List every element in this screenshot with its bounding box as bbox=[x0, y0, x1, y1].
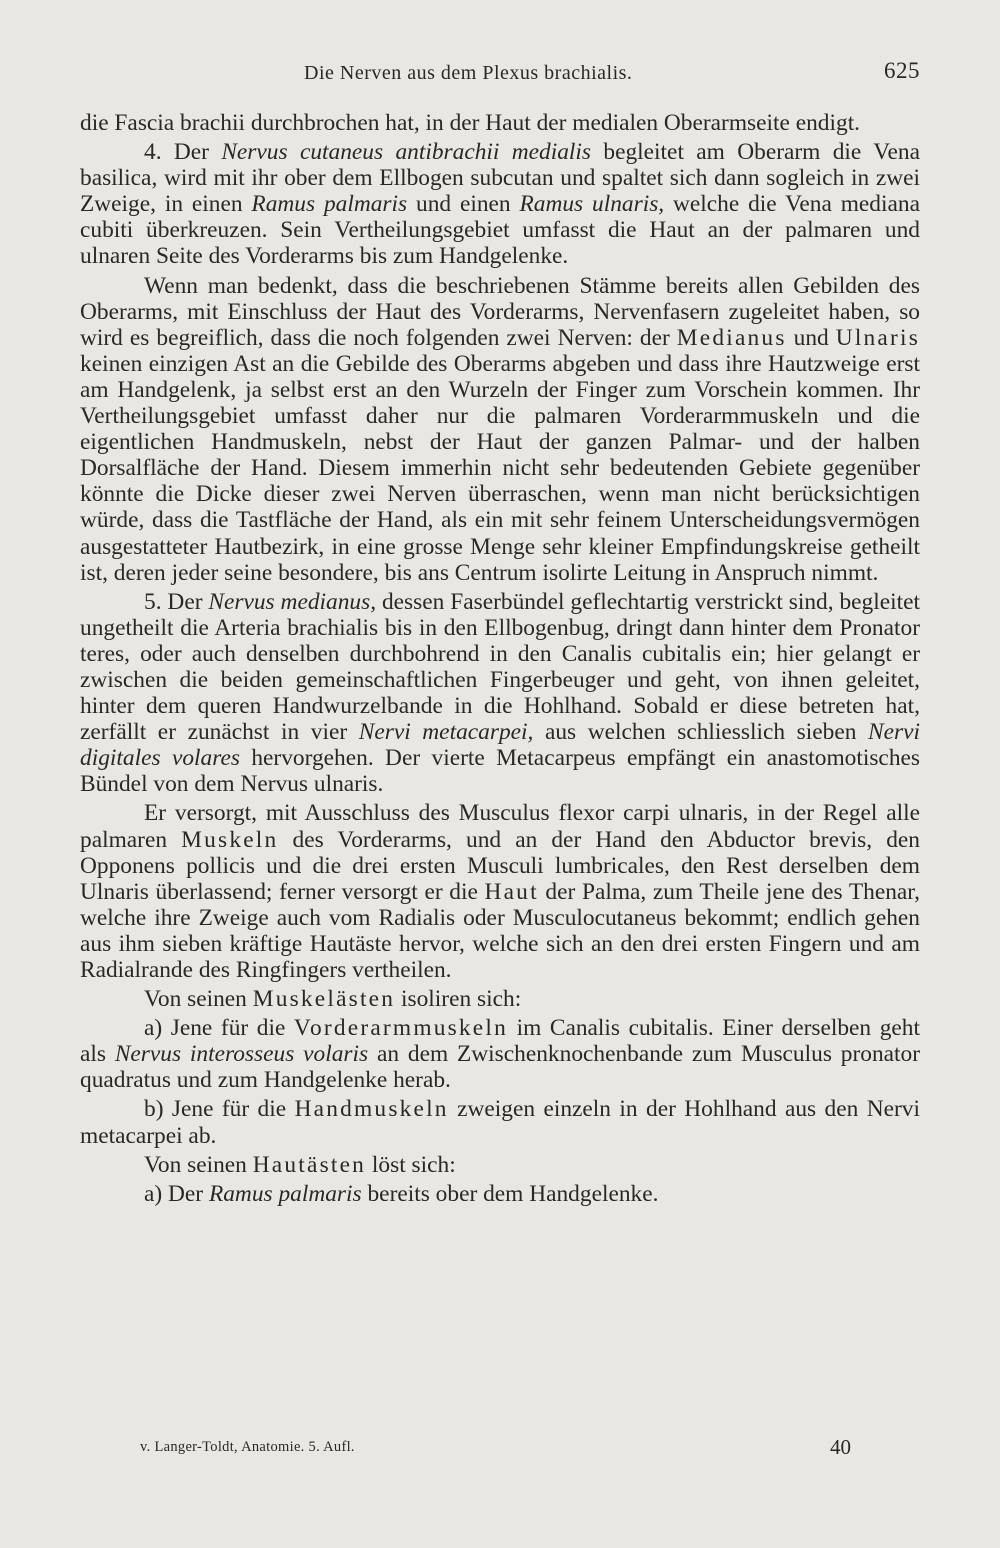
paragraph bbox=[80, 986, 920, 1012]
paragraph bbox=[80, 1152, 920, 1178]
text-run: 4. Der bbox=[144, 139, 222, 166]
text-run: im Canalis cubitalis. Einer derselben geht als bbox=[80, 1015, 920, 1068]
spaced-term: Handmuskeln bbox=[294, 1096, 449, 1123]
text-run: begleitet am Oberarm die Vena basilica, wird mit ihr ober dem Ellbogen subcutan und spaltet sich dann sogleich in zwei Zweige, in einen bbox=[80, 139, 920, 218]
page-number: 625 bbox=[884, 58, 920, 83]
text-run: löst sich: bbox=[366, 1151, 456, 1178]
paragraph bbox=[80, 273, 920, 586]
book-reference: v. Langer-Toldt, Anatomie. 5. Aufl. bbox=[140, 1439, 355, 1455]
text-run: zweigen einzeln in der Hohlhand aus den Nervi metacarpei ab. bbox=[80, 1096, 920, 1149]
paragraph bbox=[80, 1181, 920, 1207]
text-run: an dem Zwischenknochenbande zum Musculus pronator quadratus und zum Handgelenke herab. bbox=[80, 1041, 920, 1094]
text-run: Wenn man bedenkt, dass die beschriebenen Stämme bereits allen Gebilden des Oberarms, mit Einschluss der Haut des Vorderarms, Nervenfasern zugeleitet haben, so wird es begreiflich, dass die noch folgenden zwei Nerven: der bbox=[80, 272, 920, 351]
text-run: aus welchen schliesslich sieben bbox=[533, 719, 869, 746]
paragraph bbox=[80, 589, 920, 798]
italic-term: Nervus medianus, bbox=[208, 588, 377, 615]
text-run: Er versorgt, mit Ausschluss des Musculus flexor carpi ulnaris, in der Regel alle palmaren bbox=[80, 800, 920, 853]
text-run: keinen einzigen Ast an die Gebilde des Oberarms abgeben und dass ihre Hautzweige erst am Handgelenk, ja selbst erst an den Wurzeln der Finger zum Vorschein kommen. Ihr Vertheilungsgebiet umfasst daher nur die palmaren Vorderarmmuskeln und die eigentlichen Handmuskeln, nebst der Haut der ganzen Palmar- und der halben Dorsalfläche der Hand. Diesem immerhin nicht sehr bedeutenden Gebiete gegenüber könnte die Dicke dieser zwei Nerven überraschen, wenn man nicht berücksichtigen würde, dass die Tastfläche der Hand, als ein mit sehr feinem Unterscheidungsvermögen ausgestatteter Hautbezirk, in eine grosse Menge sehr kleiner Empfindungskreise getheilt ist, deren jeder seine besondere, bis ans Centrum isolirte Leitung in Anspruch nimmt. bbox=[80, 350, 920, 586]
italic-term: Nervus cutaneus antibrachii medialis bbox=[221, 139, 592, 166]
text-run: dessen Faserbündel geflechtartig verstrickt sind, begleitet ungetheilt die Arteria brachialis bis in den Ellbogenbug, dringt dann hinter dem Pronator teres, oder auch denselben durchbohrend in den Canalis cubitalis ein; hier gelangt er zwischen die beiden gemeinschaftlichen Fingerbeuger und geht, von ihnen geleitet, hinter dem queren Handwurzelbande in die Hohlhand. Sobald er diese betreten hat, zerfällt er zunächst in vier bbox=[80, 588, 920, 746]
text-run: des Vorderarms, und an der Hand den Abductor brevis, den Opponens pollicis und die drei ersten Musculi lumbricales, den Rest derselben dem Ulnaris überlassend; ferner versorgt er die bbox=[80, 826, 920, 905]
paragraph bbox=[80, 110, 920, 136]
page-footer bbox=[140, 1435, 860, 1465]
spaced-term: Muskeln bbox=[181, 826, 279, 853]
spaced-term: Medianus bbox=[676, 324, 787, 351]
italic-term: Ramus ulnaris, bbox=[519, 191, 665, 218]
spaced-term: Vorderarmmuskeln bbox=[293, 1015, 508, 1042]
book-page bbox=[80, 58, 920, 1207]
text-run: 5. Der bbox=[144, 588, 209, 615]
italic-term: Nervus interosseus volaris bbox=[114, 1041, 369, 1068]
text-run: und einen bbox=[407, 191, 520, 218]
italic-term: Ramus palmaris bbox=[208, 1180, 362, 1207]
text-run: bereits ober dem Handgelenke. bbox=[361, 1180, 659, 1207]
text-run: Von seinen bbox=[144, 1151, 253, 1178]
italic-term: Nervi digitales volares bbox=[80, 719, 920, 772]
text-run: b) Jene für die bbox=[144, 1096, 295, 1123]
spaced-term: Ulnaris bbox=[835, 324, 921, 351]
body-text bbox=[80, 110, 920, 1207]
signature-mark: 40 bbox=[830, 1435, 851, 1459]
paragraph bbox=[80, 1015, 920, 1093]
text-run: Von seinen bbox=[144, 986, 253, 1013]
running-head bbox=[80, 58, 920, 92]
paragraph bbox=[80, 800, 920, 983]
spaced-term: Muskelästen bbox=[252, 986, 396, 1013]
italic-term: Ramus palmaris bbox=[251, 191, 408, 218]
text-run: isoliren sich: bbox=[395, 986, 522, 1013]
text-run: a) Der bbox=[144, 1180, 209, 1207]
text-run: a) Jene für die bbox=[144, 1015, 294, 1042]
text-run: hervorgehen. Der vierte Metacarpeus empfängt ein anastomotisches Bündel von dem Nervus ulnaris. bbox=[80, 745, 920, 798]
spaced-term: Hautästen bbox=[252, 1151, 367, 1178]
text-run: die Fascia brachii durchbrochen hat, in der Haut der medialen Oberarmseite endigt. bbox=[80, 110, 861, 136]
text-run: welche die Vena mediana cubiti überkreuzen. Sein Vertheilungsgebiet umfasst die Haut an der palmaren und ulnaren Seite des Vorderarms bis zum Handgelenke. bbox=[80, 191, 920, 270]
paragraph bbox=[80, 139, 920, 269]
spaced-term: Haut bbox=[484, 878, 539, 905]
text-run: und bbox=[786, 324, 836, 351]
text-run: der Palma, zum Theile jene des Thenar, welche ihre Zweige auch vom Radialis oder Musculocutaneus bekommt; endlich gehen aus ihm sieben kräftige Hautäste hervor, welche sich an den drei ersten Fingern und am Radialrande des Ringfingers vertheilen. bbox=[80, 878, 920, 983]
running-title: Die Nerven aus dem Plexus brachialis. bbox=[304, 62, 633, 84]
paragraph bbox=[80, 1096, 920, 1148]
italic-term: Nervi metacarpei, bbox=[358, 719, 534, 746]
